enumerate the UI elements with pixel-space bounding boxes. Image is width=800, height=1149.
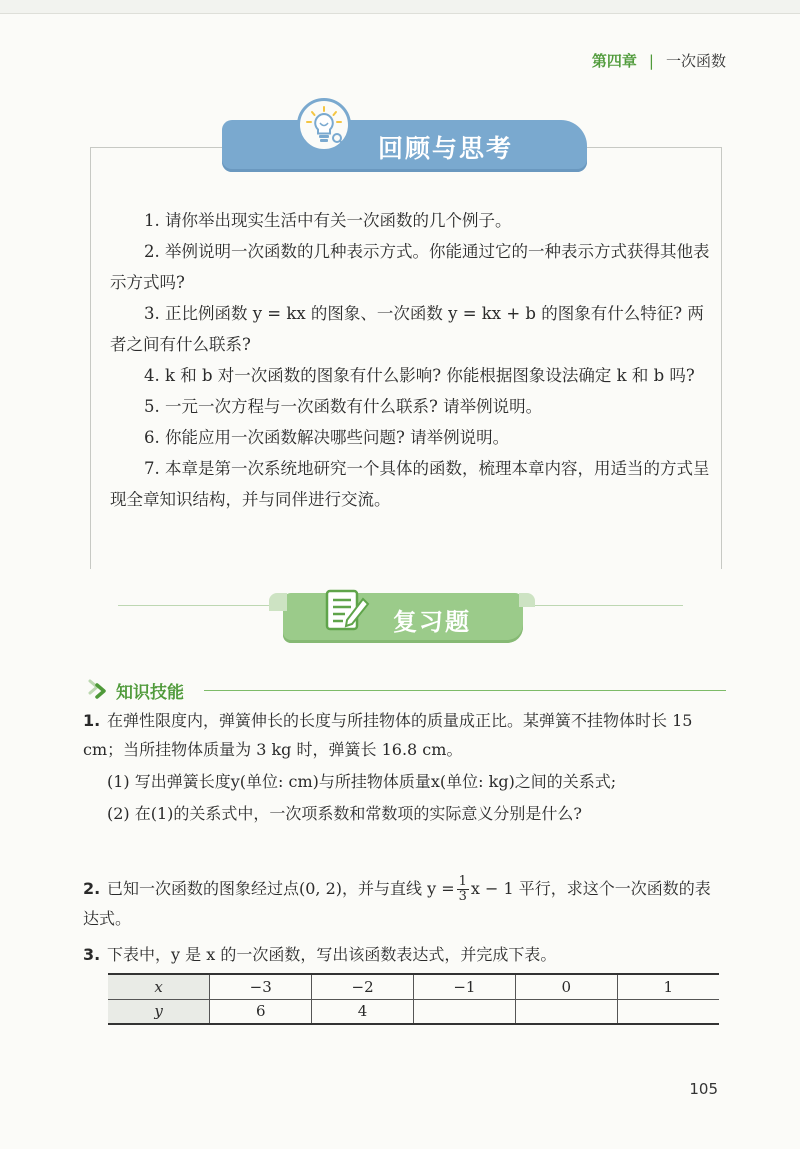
review-questions	[110, 205, 710, 515]
fraction	[457, 875, 469, 904]
question-7: 7. 本章是第一次系统地研究一个具体的函数，梳理本章内容，用适当的方式呈现全章知识结构，并与同伴进行交流。	[110, 459, 710, 509]
exercise-3-text: 下表中，y 是 x 的一次函数，写出该函数表达式，并完成下表。	[107, 945, 557, 964]
table-row-y	[108, 999, 719, 1024]
table-cell[interactable]	[617, 999, 719, 1024]
table-cell[interactable]: 6	[210, 999, 312, 1024]
table-cell[interactable]	[414, 999, 516, 1024]
exercise-rule-left	[118, 605, 288, 606]
table-cell[interactable]: 4	[312, 999, 414, 1024]
header-separator: |	[648, 52, 654, 70]
exercise-3-number: 3.	[83, 945, 101, 964]
exercise-title: 复习题	[393, 608, 471, 636]
question-3: 3. 正比例函数 y = kx 的图象、一次函数 y = kx + b 的图象有什么特征? 两者之间有什么联系?	[110, 304, 704, 354]
exercise-2-text-a: 已知一次函数的图象经过点(0, 2)，并与直线 y =	[107, 879, 455, 898]
lightbulb-icon	[297, 98, 351, 152]
chapter-label: 第四章	[591, 52, 637, 70]
question-4: 4. k 和 b 对一次函数的图象有什么影响? 你能根据图象设法确定 k 和 b 吗?	[144, 366, 695, 385]
exercise-1-number: 1.	[83, 711, 101, 730]
exercise-1-part-2: (2) 在(1)的关系式中，一次项系数和常数项的实际意义分别是什么?	[107, 804, 582, 823]
section-header	[86, 676, 726, 704]
exercise-1	[83, 706, 723, 828]
table-cell: 1	[617, 974, 719, 999]
question-2: 2. 举例说明一次函数的几种表示方式。你能通过它的一种表示方式获得其他表示方式吗?	[110, 242, 710, 292]
fraction-denominator: 3	[458, 889, 467, 904]
exercise-rule-right	[523, 605, 683, 606]
banner-tab-right	[519, 593, 535, 607]
table-cell: −3	[210, 974, 312, 999]
fraction-numerator: 1	[458, 874, 467, 889]
notepad-pencil-icon	[323, 585, 371, 641]
table-cell: −1	[414, 974, 516, 999]
exercise-1-text: 在弹性限度内，弹簧伸长的长度与所挂物体的质量成正比。某弹簧不挂物体时长 15 cm；当所挂物体质量为 3 kg 时，弹簧长 16.8 cm。	[83, 711, 693, 759]
section-rule	[204, 690, 726, 691]
banner-tab-left	[269, 593, 287, 611]
top-edge	[0, 0, 800, 14]
question-1: 1. 请你举出现实生活中有关一次函数的几个例子。	[144, 211, 512, 230]
exercise-2-number: 2.	[83, 879, 101, 898]
chapter-title: 一次函数	[665, 52, 726, 70]
review-banner	[222, 120, 587, 172]
exercise-3	[83, 940, 723, 969]
running-header	[592, 50, 726, 71]
exercise-1-part-1: (1) 写出弹簧长度y(单位: cm)与所挂物体质量x(单位: kg)之间的关系式;	[107, 772, 617, 791]
section-label: 知识技能	[116, 683, 184, 703]
exercise-banner	[283, 593, 523, 643]
exercise-2	[83, 874, 723, 933]
review-title: 回顾与思考	[378, 134, 514, 163]
chevron-right-icon	[86, 676, 112, 704]
question-6: 6. 你能应用一次函数解决哪些问题? 请举例说明。	[144, 428, 510, 447]
xy-table	[108, 973, 719, 1025]
table-cell[interactable]	[515, 999, 617, 1024]
table-cell: −2	[312, 974, 414, 999]
question-5: 5. 一元一次方程与一次函数有什么联系? 请举例说明。	[144, 397, 543, 416]
table-cell: 0	[515, 974, 617, 999]
table-row-x	[108, 974, 719, 999]
table-header-y: y	[108, 999, 210, 1024]
page-number: 105	[689, 1080, 718, 1098]
exercise-2-text-b: x − 1 平行，求这个一次函数的表达式。	[83, 879, 711, 928]
table-header-x: x	[108, 974, 210, 999]
